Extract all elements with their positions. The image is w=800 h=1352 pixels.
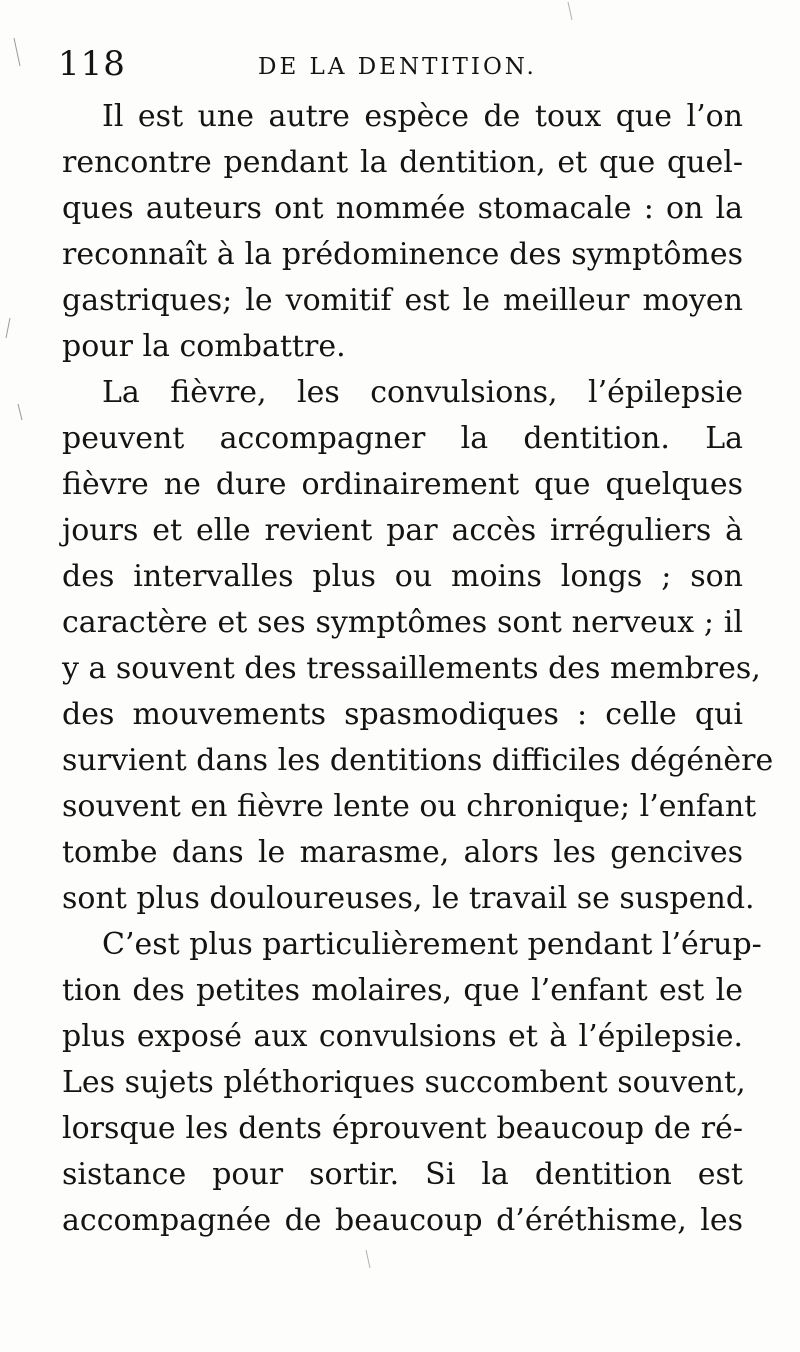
- text-line: des mouvements spasmodiques : celle qui: [62, 697, 743, 732]
- text-line: rencontre pendant la dentition, et que quel-: [62, 145, 743, 180]
- text-line: lorsque les dents éprouvent beaucoup de ré-: [62, 1111, 743, 1146]
- text-line: peuvent accompagner la dentition. La: [62, 421, 743, 456]
- paragraph: [62, 370, 774, 922]
- page-number: 118: [58, 44, 126, 84]
- text-line: pour la combattre.: [62, 329, 346, 364]
- paper-mark: [6, 318, 10, 338]
- text-line: La fièvre, les convulsions, l’épilepsie: [102, 375, 743, 410]
- text-line: jours et elle revient par accès irréguliers à: [62, 513, 743, 548]
- text-line: reconnaît à la prédominence des symptômes: [62, 237, 743, 272]
- text-line: Les sujets pléthoriques succombent souvent,: [62, 1065, 746, 1100]
- text-line: ques auteurs ont nommée stomacale : on la: [62, 191, 743, 226]
- running-head: DE LA DENTITION.: [258, 54, 537, 80]
- paper-mark: [366, 1250, 370, 1268]
- text-line: survient dans les dentitions difficiles dégénère: [62, 743, 774, 778]
- paper-mark: [14, 38, 20, 66]
- body-text: [62, 94, 774, 1244]
- text-line: souvent en fièvre lente ou chronique; l’enfant: [62, 789, 757, 824]
- text-line: tombe dans le marasme, alors les gencives: [62, 835, 743, 870]
- text-line: des intervalles plus ou moins longs ; son: [62, 559, 743, 594]
- paper-mark: [18, 404, 22, 420]
- text-line: sont plus douloureuses, le travail se suspend.: [62, 881, 755, 916]
- text-line: gastriques; le vomitif est le meilleur moyen: [62, 283, 743, 318]
- text-line: sistance pour sortir. Si la dentition est: [62, 1157, 743, 1192]
- text-line: C’est plus particulièrement pendant l’érup-: [102, 927, 762, 962]
- paragraph: [62, 94, 743, 370]
- text-line: Il est une autre espèce de toux que l’on: [102, 99, 743, 134]
- paper-mark: [568, 2, 572, 20]
- text-line: plus exposé aux convulsions et à l’épilepsie.: [62, 1019, 743, 1054]
- page-header: [58, 42, 760, 92]
- text-line: accompagnée de beaucoup d’éréthisme, les: [62, 1203, 743, 1238]
- text-line: caractère et ses symptômes sont nerveux ; il: [62, 605, 743, 640]
- paragraph: [62, 922, 762, 1244]
- text-line: y a souvent des tressaillements des membres,: [62, 651, 761, 686]
- text-line: fièvre ne dure ordinairement que quelques: [62, 467, 743, 502]
- text-line: tion des petites molaires, que l’enfant est le: [62, 973, 743, 1008]
